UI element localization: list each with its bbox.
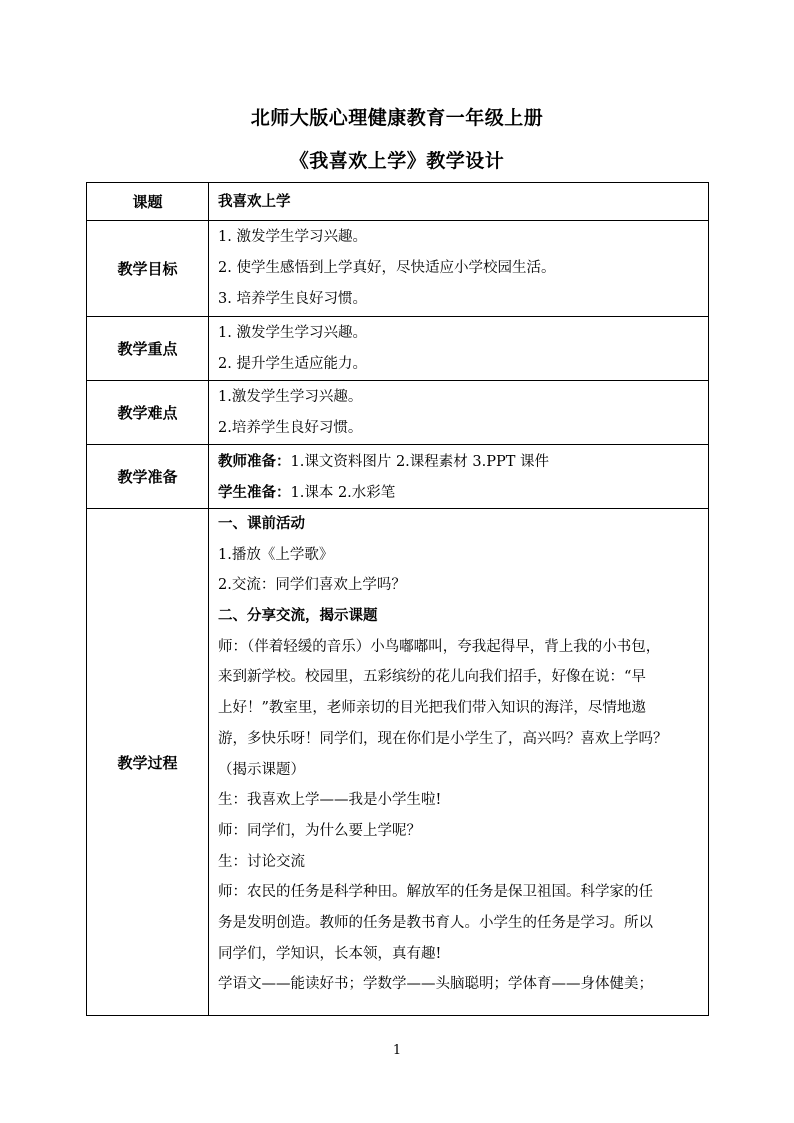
row-content-guocheng [209,509,709,1016]
list-item: 2. 使学生感悟到上学真好，尽快适应小学校园生活。 [218,260,556,276]
student-prep-text: 1.课本 2.水彩笔 [290,484,396,501]
paragraph-line: 师：（伴着轻缓的音乐）小鸟嘟嘟叫，夸我起得早，背上我的小书包， [218,638,661,655]
row-content-nandian [209,381,709,445]
paragraph-line: 同学们，学知识，长本领，真有趣! [218,945,442,962]
teacher-prep-text: 1.课文资料图片 2.课程素材 3.PPT 课件 [290,453,550,470]
row-content-zhongdian [209,317,709,381]
table-row [87,445,709,509]
section-heading: 一、课前活动 [218,515,305,532]
teacher-prep-line [218,446,702,477]
row-label-guocheng: 教学过程 [87,509,209,1016]
paragraph-line: 务是发明创造。教师的任务是教书育人。小学生的任务是学习。所以 [218,914,653,931]
page-number: 1 [392,1043,402,1058]
paragraph-line: 学语文——能读好书；学数学——头脑聪明；学体育——身体健美； [218,976,653,993]
table-row [87,221,709,317]
row-label-mubiao: 教学目标 [87,221,209,317]
document-title: 北师大版心理健康教育一年级上册 [250,107,544,129]
list-item: 3. 培养学生良好习惯。 [218,291,367,307]
table-row [87,183,709,221]
row-label-nandian: 教学难点 [87,381,209,445]
paragraph-line: 2.交流：同学们喜欢上学吗？ [218,577,406,594]
row-label-zhunbei: 教学准备 [87,445,209,509]
paragraph-line: 生：我喜欢上学——我是小学生啦! [218,792,442,809]
lesson-topic: 我喜欢上学 [218,192,291,210]
paragraph-line: 游，多快乐呀！同学们，现在你们是小学生了，高兴吗？喜欢上学吗？ [218,730,668,747]
paragraph-line: 来到新学校。校园里，五彩缤纷的花儿向我们招手，好像在说：“早 [218,669,646,686]
row-content-keti [209,183,709,221]
table-row [87,317,709,381]
list-item: 2.培养学生良好习惯。 [218,419,363,436]
list-item: 2. 提升学生适应能力。 [218,355,367,372]
teacher-prep-label: 教师准备： [218,452,291,470]
paragraph-line: 上好！”教室里，老师亲切的目光把我们带入知识的海洋，尽情地遨 [218,700,646,717]
row-content-zhunbei [209,445,709,509]
student-prep-label: 学生准备： [218,483,291,501]
paragraph-line: （揭示课题） [218,761,305,778]
student-prep-line [218,477,702,508]
row-content-mubiao [209,221,709,317]
paragraph-line: 1.播放《上学歌》 [218,546,334,563]
paragraph-line: 师：农民的任务是科学种田。解放军的任务是保卫祖国。科学家的任 [218,884,653,901]
lesson-plan-table [86,182,709,1016]
table-row [87,509,709,1016]
document-subtitle: 《我喜欢上学》教学设计 [289,150,505,172]
list-item: 1. 激发学生学习兴趣。 [218,324,367,341]
table-row [87,381,709,445]
paragraph-line: 生：讨论交流 [218,853,305,870]
list-item: 1. 激发学生学习兴趣。 [218,229,367,245]
section-heading: 二、分享交流，揭示课题 [218,607,378,625]
row-label-keti: 课题 [87,183,209,221]
list-item: 1.激发学生学习兴趣。 [218,388,363,405]
paragraph-line: 师：同学们，为什么要上学呢？ [218,822,421,839]
row-label-zhongdian: 教学重点 [87,317,209,381]
